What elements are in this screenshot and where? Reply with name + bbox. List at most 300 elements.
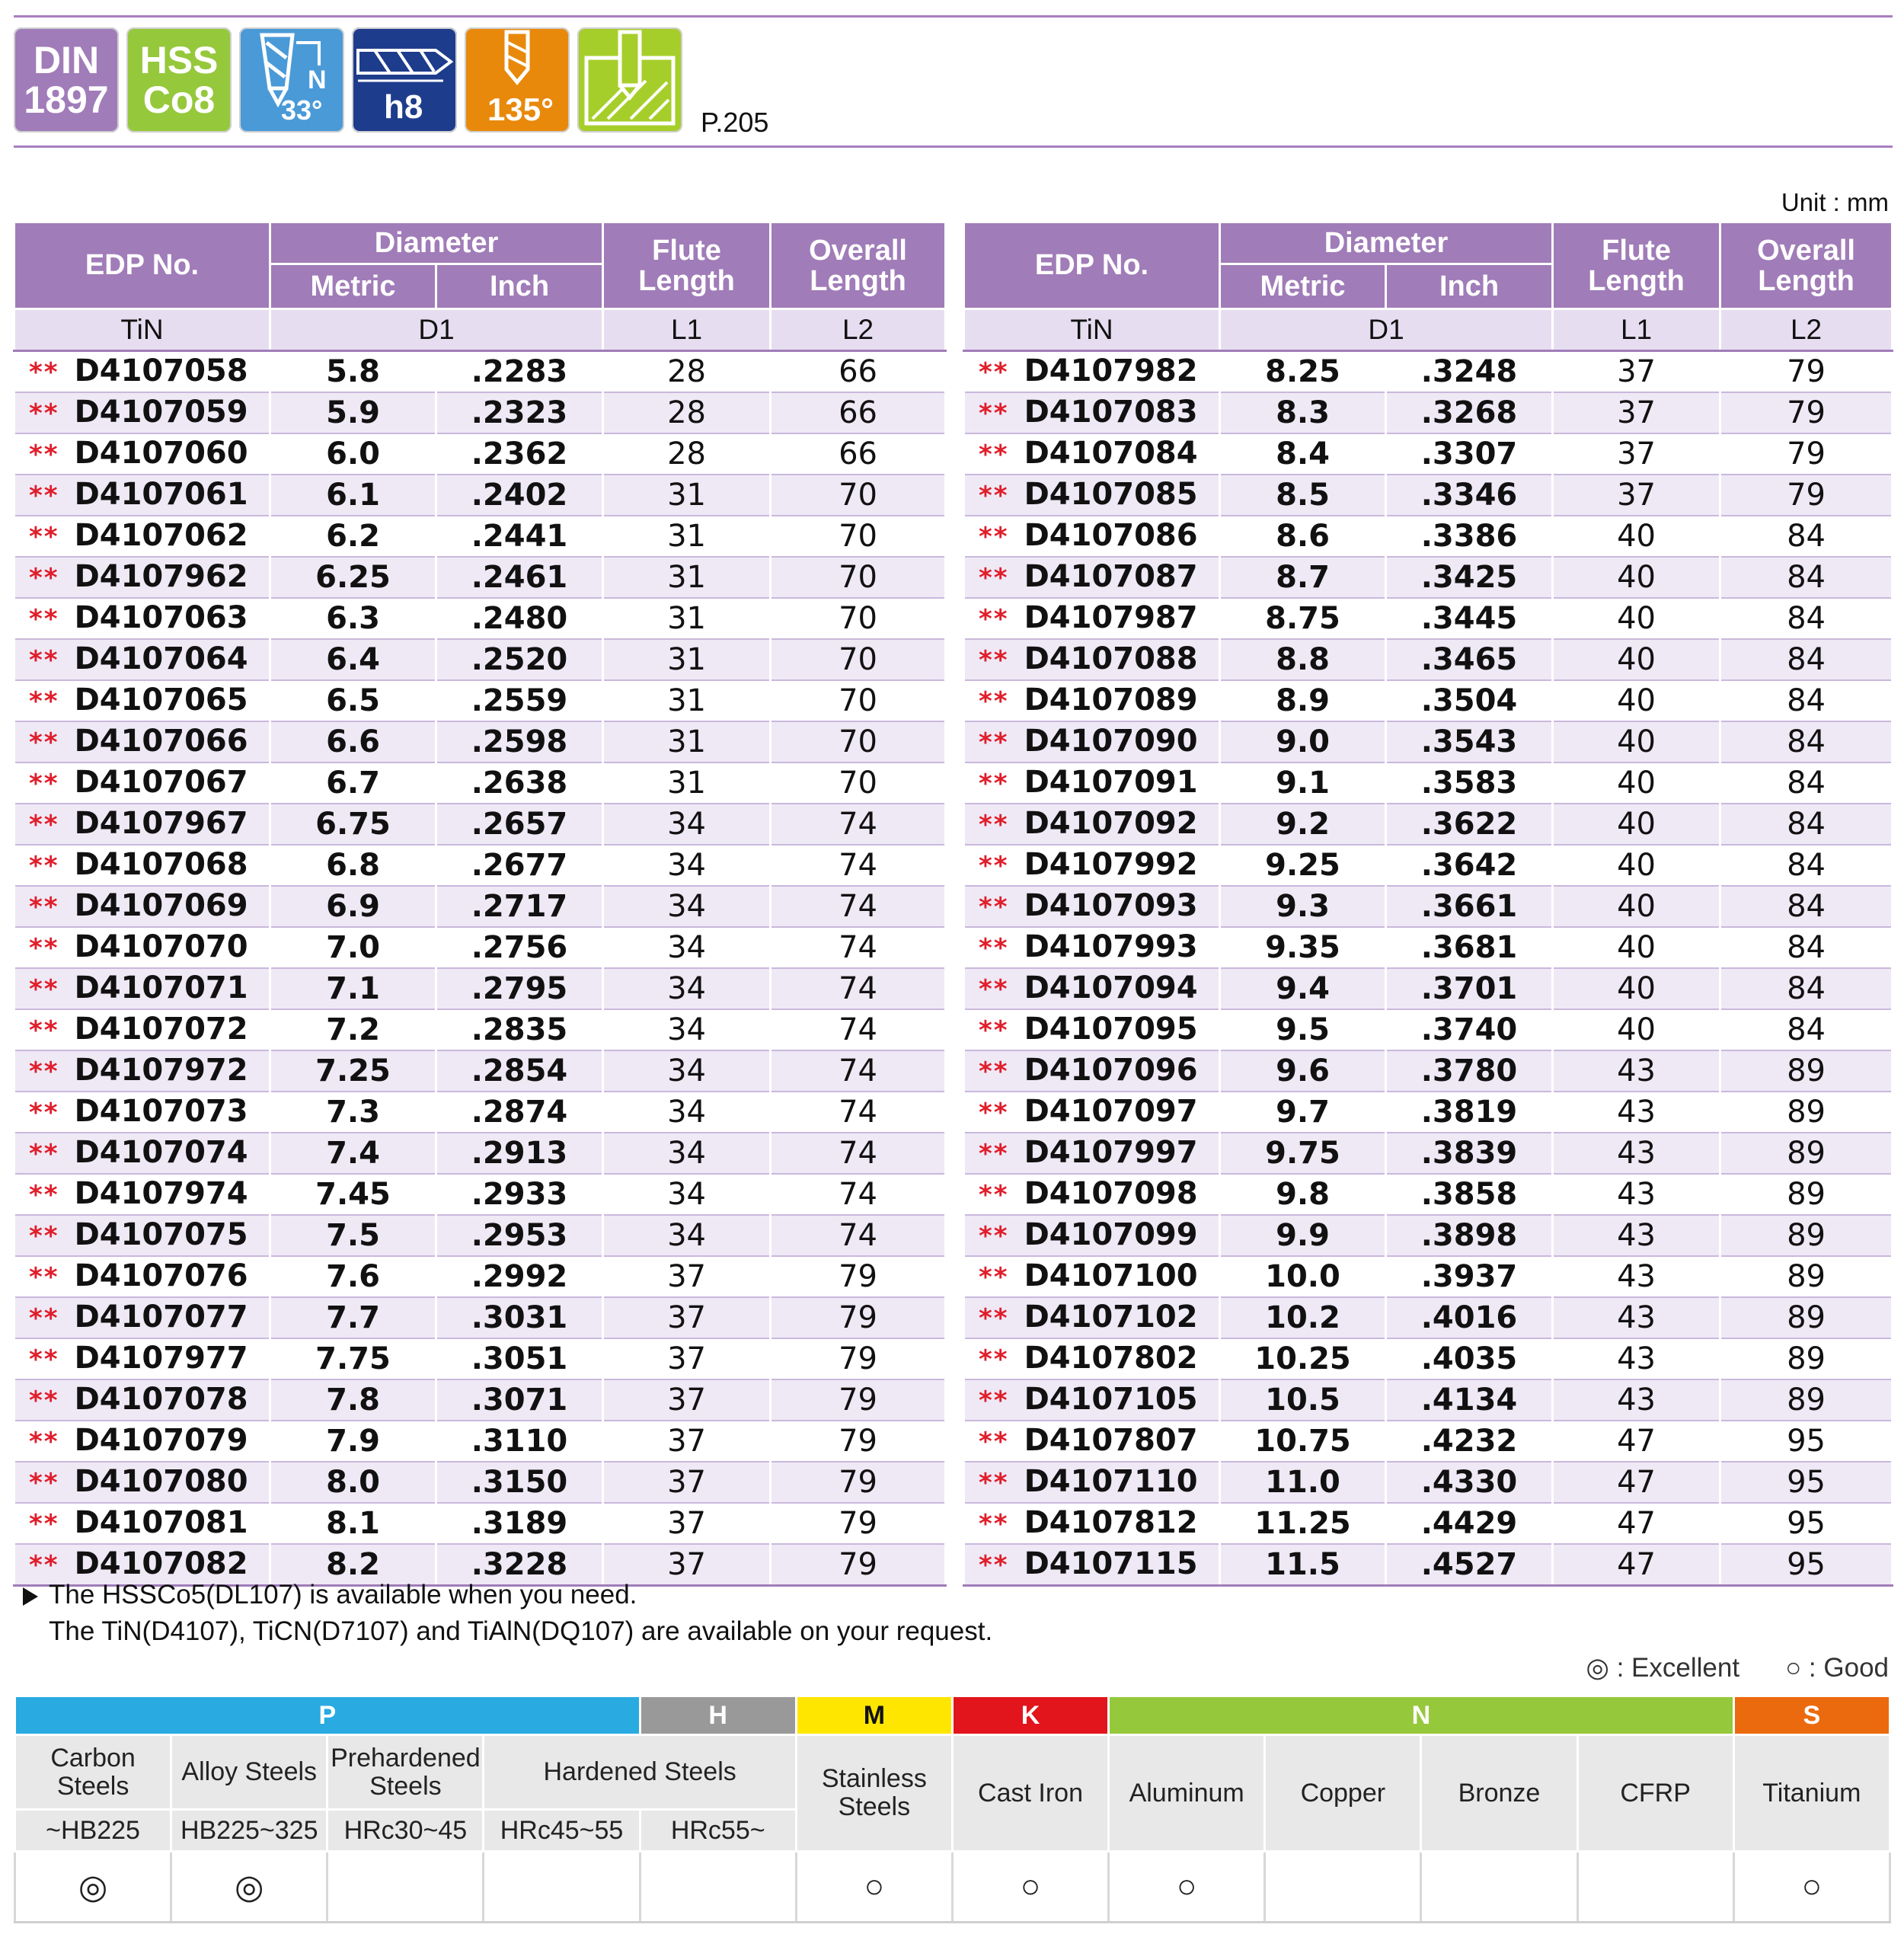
overall-length: 84 (1720, 762, 1893, 804)
machining-application-icon (577, 27, 682, 133)
stock-marker: ** (29, 522, 59, 552)
overall-length: 79 (771, 1421, 946, 1462)
edp-cell (964, 433, 1220, 475)
metric-diameter: 9.7 (1220, 1092, 1386, 1133)
table-row (14, 598, 946, 639)
overall-length: 79 (771, 1338, 946, 1379)
metric-diameter: 5.8 (270, 351, 436, 393)
edp-cell (964, 1050, 1220, 1092)
table-row (14, 1215, 946, 1256)
edp-number: D4107064 (74, 641, 248, 676)
edp-number: D4107088 (1024, 641, 1198, 676)
table-row (14, 968, 946, 1009)
stock-marker: ** (29, 563, 59, 593)
flute-length: 34 (603, 1050, 771, 1092)
group-h: H (640, 1696, 796, 1735)
stock-marker: ** (979, 686, 1009, 717)
edp-cell (964, 721, 1220, 762)
rating-cell (1265, 1852, 1421, 1923)
edp-cell (14, 392, 270, 433)
l2-label: L2 (771, 309, 946, 351)
overall-length: 89 (1720, 1050, 1893, 1092)
inch-diameter: .4330 (1386, 1462, 1553, 1503)
table-row (14, 1462, 946, 1503)
edp-number: D4107065 (74, 682, 248, 718)
stock-marker: ** (979, 1221, 1009, 1252)
edp-cell (14, 1338, 270, 1379)
flute-length: 37 (1553, 392, 1720, 433)
group-s: S (1733, 1696, 1890, 1735)
inch-diameter: .2854 (436, 1050, 603, 1092)
overall-length: 79 (771, 1256, 946, 1297)
overall-length: 89 (1720, 1379, 1893, 1421)
edp-number: D4107097 (1024, 1094, 1198, 1129)
metric-diameter: 9.25 (1220, 845, 1386, 886)
edp-number: D4107063 (74, 600, 248, 635)
overall-length: 89 (1720, 1215, 1893, 1256)
table-row (14, 639, 946, 680)
edp-cell (14, 1379, 270, 1421)
edp-cell (14, 1174, 270, 1215)
table-row (964, 1174, 1893, 1215)
table-row (14, 475, 946, 516)
overall-length: 95 (1720, 1544, 1893, 1586)
rating-legend (1586, 1653, 1889, 1683)
metric-diameter: 6.3 (270, 598, 436, 639)
d1-label: D1 (270, 309, 603, 351)
stock-marker: ** (979, 727, 1009, 758)
flute-length: 43 (1553, 1338, 1720, 1379)
metric-diameter: 6.5 (270, 680, 436, 721)
inch-diameter: .2913 (436, 1133, 603, 1174)
inch-diameter: .2992 (436, 1256, 603, 1297)
table-row (14, 1009, 946, 1050)
edp-cell (964, 1379, 1220, 1421)
edp-cell (964, 1009, 1220, 1050)
edp-cell (14, 433, 270, 475)
table-row (14, 1050, 946, 1092)
stock-marker: ** (979, 563, 1009, 593)
inch-diameter: .3780 (1386, 1050, 1553, 1092)
edp-number: D4107082 (74, 1546, 248, 1581)
flute-length: 37 (603, 1338, 771, 1379)
table-row (14, 927, 946, 968)
overall-length: 66 (771, 351, 946, 393)
flute-length: 43 (1553, 1092, 1720, 1133)
inch-diameter: .3346 (1386, 475, 1553, 516)
edp-cell (14, 1297, 270, 1338)
edp-cell (14, 1256, 270, 1297)
flute-length: 34 (603, 1215, 771, 1256)
overall-length: 74 (771, 1215, 946, 1256)
edp-number: D4107074 (74, 1135, 248, 1170)
overall-length: 79 (1720, 433, 1893, 475)
stock-marker: ** (29, 769, 59, 799)
metric-diameter: 7.2 (270, 1009, 436, 1050)
overall-length: 70 (771, 639, 946, 680)
table-row (14, 1174, 946, 1215)
diameter-header: Diameter (1220, 222, 1553, 264)
edp-cell (14, 557, 270, 598)
flute-length: 37 (603, 1503, 771, 1544)
edp-number: D4107997 (1024, 1135, 1198, 1170)
flute-length: 40 (1553, 968, 1720, 1009)
overall-length: 70 (771, 762, 946, 804)
edp-cell (964, 639, 1220, 680)
table-row (964, 1009, 1893, 1050)
inch-diameter: .2657 (436, 804, 603, 845)
stock-marker: ** (979, 1509, 1009, 1539)
header-divider (14, 145, 1893, 148)
note-line: The HSSCo5(DL107) is available when you need. (23, 1577, 992, 1613)
stock-marker: ** (979, 974, 1009, 1005)
flute-length: 47 (1553, 1503, 1720, 1544)
group-n: N (1109, 1696, 1734, 1735)
stock-marker: ** (29, 974, 59, 1005)
overall-length: 89 (1720, 1092, 1893, 1133)
overall-length: 79 (771, 1297, 946, 1338)
metric-diameter: 10.25 (1220, 1338, 1386, 1379)
inch-diameter: .2874 (436, 1092, 603, 1133)
metric-diameter: 9.35 (1220, 927, 1386, 968)
table-row (14, 804, 946, 845)
stock-marker: ** (979, 892, 1009, 922)
metric-diameter: 6.0 (270, 433, 436, 475)
overall-length: 84 (1720, 1009, 1893, 1050)
metric-diameter: 7.6 (270, 1256, 436, 1297)
metric-diameter: 6.75 (270, 804, 436, 845)
edp-cell (964, 392, 1220, 433)
metric-diameter: 11.25 (1220, 1503, 1386, 1544)
metric-diameter: 10.2 (1220, 1297, 1386, 1338)
edp-cell (14, 804, 270, 845)
edp-number: D4107061 (74, 477, 248, 512)
overall-length: 84 (1720, 804, 1893, 845)
edp-cell (14, 680, 270, 721)
inch-diameter: .3681 (1386, 927, 1553, 968)
table-row (14, 721, 946, 762)
stock-marker: ** (29, 1057, 59, 1087)
overall-length: 74 (771, 1174, 946, 1215)
stock-marker: ** (29, 1550, 59, 1581)
table-row (964, 475, 1893, 516)
stock-marker: ** (29, 810, 59, 840)
edp-cell (964, 1462, 1220, 1503)
flute-length: 37 (1553, 475, 1720, 516)
stock-marker: ** (29, 440, 59, 470)
hardness-range: HRc55~ (640, 1810, 796, 1852)
stock-marker: ** (29, 645, 59, 676)
inch-diameter: .3898 (1386, 1215, 1553, 1256)
edp-cell (14, 639, 270, 680)
table-row (14, 433, 946, 475)
edp-number: D4107070 (74, 929, 248, 964)
stock-marker: ** (979, 1344, 1009, 1375)
hardness-range: HRc45~55 (484, 1810, 640, 1852)
flute-length: 31 (603, 598, 771, 639)
edp-cell (14, 721, 270, 762)
metric-diameter: 7.5 (270, 1215, 436, 1256)
edp-cell (14, 1050, 270, 1092)
edp-number: D4107081 (74, 1505, 248, 1540)
edp-number: D4107059 (74, 395, 248, 430)
inch-diameter: .3583 (1386, 762, 1553, 804)
overall-length: 74 (771, 1133, 946, 1174)
metric-diameter: 9.75 (1220, 1133, 1386, 1174)
overall-length: 70 (771, 516, 946, 557)
metric-diameter: 9.3 (1220, 886, 1386, 927)
edp-cell (14, 1133, 270, 1174)
inch-diameter: .4232 (1386, 1421, 1553, 1462)
table-row (964, 1462, 1893, 1503)
stock-marker: ** (979, 481, 1009, 511)
table-row (964, 1133, 1893, 1174)
group-m: M (796, 1696, 952, 1735)
table-row (14, 762, 946, 804)
stock-marker: ** (979, 398, 1009, 429)
stock-marker: ** (979, 1386, 1009, 1416)
edp-number: D4107073 (74, 1094, 248, 1129)
edp-number: D4107062 (74, 518, 248, 553)
stock-marker: ** (29, 727, 59, 758)
flute-length: 31 (603, 762, 771, 804)
edp-number: D4107105 (1024, 1382, 1198, 1417)
metric-header: Metric (270, 264, 436, 309)
edp-number: D4107089 (1024, 682, 1198, 718)
coating-label: TiN (14, 309, 270, 351)
edp-cell (14, 762, 270, 804)
overall-length: 84 (1720, 886, 1893, 927)
table-row (14, 1297, 946, 1338)
inch-diameter: .3189 (436, 1503, 603, 1544)
metric-diameter: 6.4 (270, 639, 436, 680)
flute-length: 40 (1553, 804, 1720, 845)
rating-cell: ○ (952, 1852, 1108, 1923)
rating-cell (640, 1852, 796, 1923)
inch-diameter: .4527 (1386, 1544, 1553, 1586)
legend-good: ○ : Good (1785, 1653, 1889, 1683)
flute-length: 34 (603, 1009, 771, 1050)
inch-diameter: .3858 (1386, 1174, 1553, 1215)
stock-marker: ** (29, 604, 59, 635)
edp-number: D4107987 (1024, 600, 1198, 635)
edp-number: D4107993 (1024, 929, 1198, 964)
metric-diameter: 8.1 (270, 1503, 436, 1544)
inch-diameter: .3051 (436, 1338, 603, 1379)
metric-diameter: 6.9 (270, 886, 436, 927)
overall-length: 79 (771, 1379, 946, 1421)
flute-length: 40 (1553, 1009, 1720, 1050)
overall-length: 74 (771, 804, 946, 845)
edp-number: D4107091 (1024, 765, 1198, 800)
flute-length: 37 (603, 1421, 771, 1462)
metric-diameter: 7.4 (270, 1133, 436, 1174)
rating-cell (1577, 1852, 1733, 1923)
stock-marker: ** (29, 1180, 59, 1210)
flute-length: 43 (1553, 1379, 1720, 1421)
metric-diameter: 9.9 (1220, 1215, 1386, 1256)
metric-diameter: 8.4 (1220, 433, 1386, 475)
flute-length-header: Flute Length (1553, 222, 1720, 309)
edp-cell (14, 475, 270, 516)
edp-number: D4107077 (74, 1299, 248, 1335)
overall-length: 84 (1720, 721, 1893, 762)
overall-length: 74 (771, 886, 946, 927)
group-p: P (15, 1696, 641, 1735)
edp-number: D4107067 (74, 765, 248, 800)
edp-number: D4107076 (74, 1258, 248, 1293)
edp-number: D4107096 (1024, 1053, 1198, 1088)
flute-length: 43 (1553, 1215, 1720, 1256)
overall-length: 79 (771, 1462, 946, 1503)
metric-diameter: 10.75 (1220, 1421, 1386, 1462)
din-standard-icon: DIN 1897 (14, 27, 119, 133)
flute-length: 37 (1553, 433, 1720, 475)
metric-diameter: 5.9 (270, 392, 436, 433)
table-row (964, 1421, 1893, 1462)
overall-length: 66 (771, 433, 946, 475)
edp-cell (964, 351, 1220, 393)
stock-marker: ** (979, 1057, 1009, 1087)
l2-label: L2 (1720, 309, 1893, 351)
rating-cell (327, 1852, 484, 1923)
flute-length: 34 (603, 886, 771, 927)
edp-number: D4107974 (74, 1176, 248, 1211)
table-row (14, 557, 946, 598)
flute-length: 31 (603, 516, 771, 557)
stock-marker: ** (979, 1427, 1009, 1457)
edp-number: D4107098 (1024, 1176, 1198, 1211)
edp-number: D4107090 (1024, 724, 1198, 759)
inch-diameter: .2402 (436, 475, 603, 516)
material-aluminum: Aluminum (1109, 1735, 1265, 1852)
spec-table-left (13, 221, 947, 1587)
inch-diameter: .3839 (1386, 1133, 1553, 1174)
flute-length: 43 (1553, 1297, 1720, 1338)
flute-length: 43 (1553, 1050, 1720, 1092)
flute-length: 34 (603, 1133, 771, 1174)
stock-marker: ** (979, 1180, 1009, 1210)
inch-diameter: .2835 (436, 1009, 603, 1050)
flute-length: 40 (1553, 886, 1720, 927)
table-row (964, 886, 1893, 927)
inch-diameter: .2677 (436, 845, 603, 886)
overall-length: 74 (771, 845, 946, 886)
stock-marker: ** (29, 481, 59, 511)
flute-length: 34 (603, 1174, 771, 1215)
flute-length: 40 (1553, 598, 1720, 639)
table-row (964, 1297, 1893, 1338)
edp-number: D4107110 (1024, 1464, 1198, 1499)
stock-marker: ** (979, 1262, 1009, 1293)
edp-number: D4107102 (1024, 1299, 1198, 1335)
flute-length: 31 (603, 639, 771, 680)
overall-length: 74 (771, 968, 946, 1009)
inch-diameter: .4134 (1386, 1379, 1553, 1421)
overall-length: 66 (771, 392, 946, 433)
edp-number: D4107094 (1024, 970, 1198, 1005)
edp-number: D4107812 (1024, 1505, 1198, 1540)
table-row (964, 804, 1893, 845)
stock-marker: ** (979, 1468, 1009, 1498)
material-hardened-steels: Hardened Steels (484, 1735, 796, 1810)
overall-length: 70 (771, 557, 946, 598)
edp-number: D4107058 (74, 353, 248, 388)
table-row (14, 516, 946, 557)
flute-length: 37 (1553, 351, 1720, 393)
edp-cell (964, 598, 1220, 639)
flute-length: 37 (603, 1462, 771, 1503)
inch-diameter: .2283 (436, 351, 603, 393)
stock-marker: ** (29, 1015, 59, 1046)
stock-marker: ** (29, 933, 59, 964)
overall-length: 70 (771, 475, 946, 516)
overall-length-header: Overall Length (771, 222, 946, 309)
flute-length: 34 (603, 927, 771, 968)
overall-length-header: Overall Length (1720, 222, 1893, 309)
inch-diameter: .2756 (436, 927, 603, 968)
metric-diameter: 8.9 (1220, 680, 1386, 721)
edp-number: D4107093 (1024, 888, 1198, 923)
stock-marker: ** (29, 398, 59, 429)
edp-cell (964, 1544, 1220, 1586)
overall-length: 95 (1720, 1503, 1893, 1544)
edp-cell (964, 1174, 1220, 1215)
table-row (964, 1503, 1893, 1544)
overall-length: 79 (1720, 475, 1893, 516)
inch-diameter: .4429 (1386, 1503, 1553, 1544)
edp-number: D4107115 (1024, 1546, 1198, 1581)
table-row (14, 351, 946, 393)
inch-diameter: .2362 (436, 433, 603, 475)
table-row (964, 927, 1893, 968)
edp-cell (14, 351, 270, 393)
flute-length: 37 (603, 1297, 771, 1338)
rating-cell (1421, 1852, 1577, 1923)
inch-diameter: .3504 (1386, 680, 1553, 721)
stock-marker: ** (29, 1303, 59, 1334)
overall-length: 79 (1720, 392, 1893, 433)
table-row (964, 1338, 1893, 1379)
edp-cell (964, 1215, 1220, 1256)
edp-cell (964, 762, 1220, 804)
metric-diameter: 6.25 (270, 557, 436, 598)
inch-diameter: .4016 (1386, 1297, 1553, 1338)
page-reference: P.205 (701, 107, 769, 138)
metric-diameter: 8.2 (270, 1544, 436, 1586)
table-row (14, 680, 946, 721)
edp-cell (14, 1503, 270, 1544)
stock-marker: ** (979, 933, 1009, 964)
table-row (14, 1133, 946, 1174)
table-row (964, 680, 1893, 721)
edp-cell (14, 968, 270, 1009)
edp-cell (14, 886, 270, 927)
triangle-bullet-icon (23, 1587, 38, 1606)
stock-marker: ** (29, 1386, 59, 1416)
overall-length: 84 (1720, 968, 1893, 1009)
edp-cell (964, 886, 1220, 927)
metric-diameter: 8.6 (1220, 516, 1386, 557)
inch-diameter: .3248 (1386, 351, 1553, 393)
material-alloy-steels: Alloy Steels (171, 1735, 327, 1810)
table-row (14, 886, 946, 927)
stock-marker: ** (979, 357, 1009, 388)
flute-length: 43 (1553, 1256, 1720, 1297)
table-row (964, 1050, 1893, 1092)
stock-marker: ** (979, 851, 1009, 881)
stock-marker: ** (29, 851, 59, 881)
